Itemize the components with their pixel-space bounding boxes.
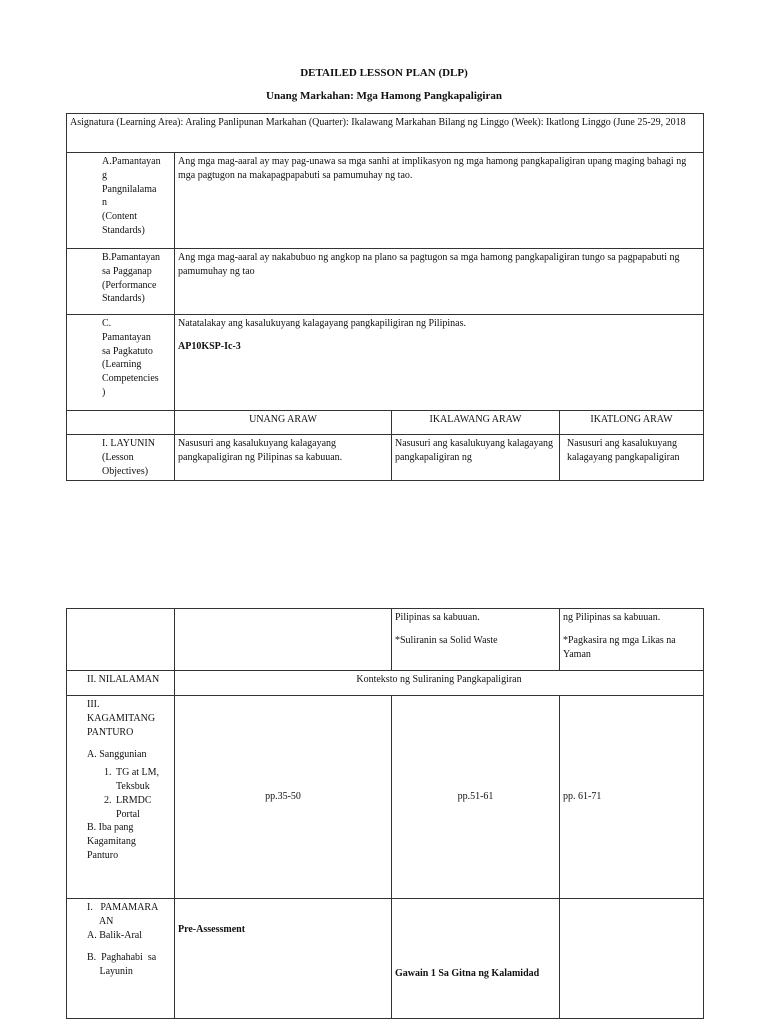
document-title: DETAILED LESSON PLAN (DLP) — [300, 67, 468, 79]
pamamaraan-cell — [67, 899, 175, 1019]
pages-day1: pp.35-50 — [175, 696, 392, 899]
kagamitan-title: III. KAGAMITANG PANTURO — [87, 699, 156, 738]
content-standards-text: Ang mga mag-aaral ay may pag-unawa sa mga sanhi at implikasyon ng mga hamong pangkapaligiran upang maging bahagi ng mga pagtugon na makapagpapabuti sa pamumuhay ng tao. — [175, 153, 704, 249]
list-item: 2. LRMDC Portal — [114, 794, 171, 822]
continued-day2-line: Pilipinas sa kabuuan. — [395, 612, 480, 623]
day-header-blank — [67, 411, 175, 435]
objectives-day1: Nasusuri ang kasalukuyang kalagayang pangkapaligiran ng Pilipinas sa kabuuan. — [175, 435, 392, 481]
continued-day3 — [560, 609, 704, 671]
pages-day3: pp. 61-71 — [560, 696, 704, 899]
solid-waste-topic: *Suliranin sa Solid Waste — [395, 634, 498, 646]
day-header-3: IKATLONG ARAW — [560, 411, 704, 435]
nilalaman-content: Konteksto ng Suliraning Pangkapaligiran — [175, 671, 704, 696]
list-item: 1. TG at LM, Teksbuk — [114, 766, 171, 794]
balik-aral-label: A. Balik-Aral — [87, 929, 142, 941]
gawain-title: Gawain 1 Sa Gitna ng Kalamidad — [395, 968, 540, 979]
day-header-1: UNANG ARAW — [175, 411, 392, 435]
performance-standards-text: Ang mga mag-aaral ay nakabubuo ng angkop na plano sa pagtugon sa mga hamong pangkapaligiran tungo sa pagpapabuti ng pamumuhay ng tao — [175, 249, 704, 315]
continued-blank-day1 — [175, 609, 392, 671]
continued-blank-label — [67, 609, 175, 671]
pamamaraan-title: I. PAMAMARA AN — [87, 902, 159, 927]
learning-competency-text: Natatalakay ang kasalukuyang kalagayang pangkapiligiran ng Pilipinas. — [178, 318, 466, 329]
learning-competencies-cell — [175, 315, 704, 411]
sanggunian-list — [87, 766, 171, 821]
kagamitan-cell — [67, 696, 175, 899]
objectives-day3: Nasusuri ang kasalukuyang kalagayang pangkapaligiran — [560, 435, 704, 481]
performance-standards-label: B.Pamantayan sa Pagganap (Performance Standards) — [67, 249, 175, 315]
document-subtitle: Unang Markahan: Mga Hamong Pangkapaligiran — [266, 90, 502, 102]
continued-day2 — [392, 609, 560, 671]
lesson-plan-table-page1 — [66, 113, 704, 481]
paghahabi-label: B. Paghahabi sa Layunin — [87, 952, 157, 978]
pamamaraan-day3 — [560, 899, 704, 1019]
pre-assessment-text: Pre-Assessment — [178, 924, 246, 935]
competency-code: AP10KSP-Ic-3 — [178, 340, 241, 352]
pages-day2: pp.51-61 — [392, 696, 560, 899]
objectives-day2: Nasusuri ang kasalukuyang kalagayang pangkapaligiran ng — [392, 435, 560, 481]
day-header-2: IKALAWANG ARAW — [392, 411, 560, 435]
pamamaraan-day1 — [175, 899, 392, 1019]
objectives-label: I. LAYUNIN (Lesson Objectives) — [67, 435, 175, 481]
nilalaman-label: II. NILALAMAN — [67, 671, 175, 696]
lesson-plan-table-page2 — [66, 608, 704, 1019]
continued-day3-line: ng Pilipinas sa kabuuan. — [563, 612, 661, 623]
iba-pang-kagamitan-label: B. Iba pang Kagamitang Panturo — [87, 822, 136, 861]
content-standards-label: A.Pamantayan g Pangnilalama n (Content Standards) — [67, 153, 175, 249]
learning-competencies-label: C. Pamantayan sa Pagkatuto (Learning Competencies ) — [67, 315, 175, 411]
info-line: Asignatura (Learning Area): Araling Panlipunan Markahan (Quarter): Ikalawang Markahan Bilang ng Linggo (Week): Ikatlong Linggo (June 25-29, 2018 — [67, 114, 704, 153]
natural-resources-topic: *Pagkasira ng mga Likas na Yaman — [563, 634, 676, 660]
sanggunian-label: A. Sanggunian — [87, 749, 147, 761]
pamamaraan-day2 — [392, 899, 560, 1019]
